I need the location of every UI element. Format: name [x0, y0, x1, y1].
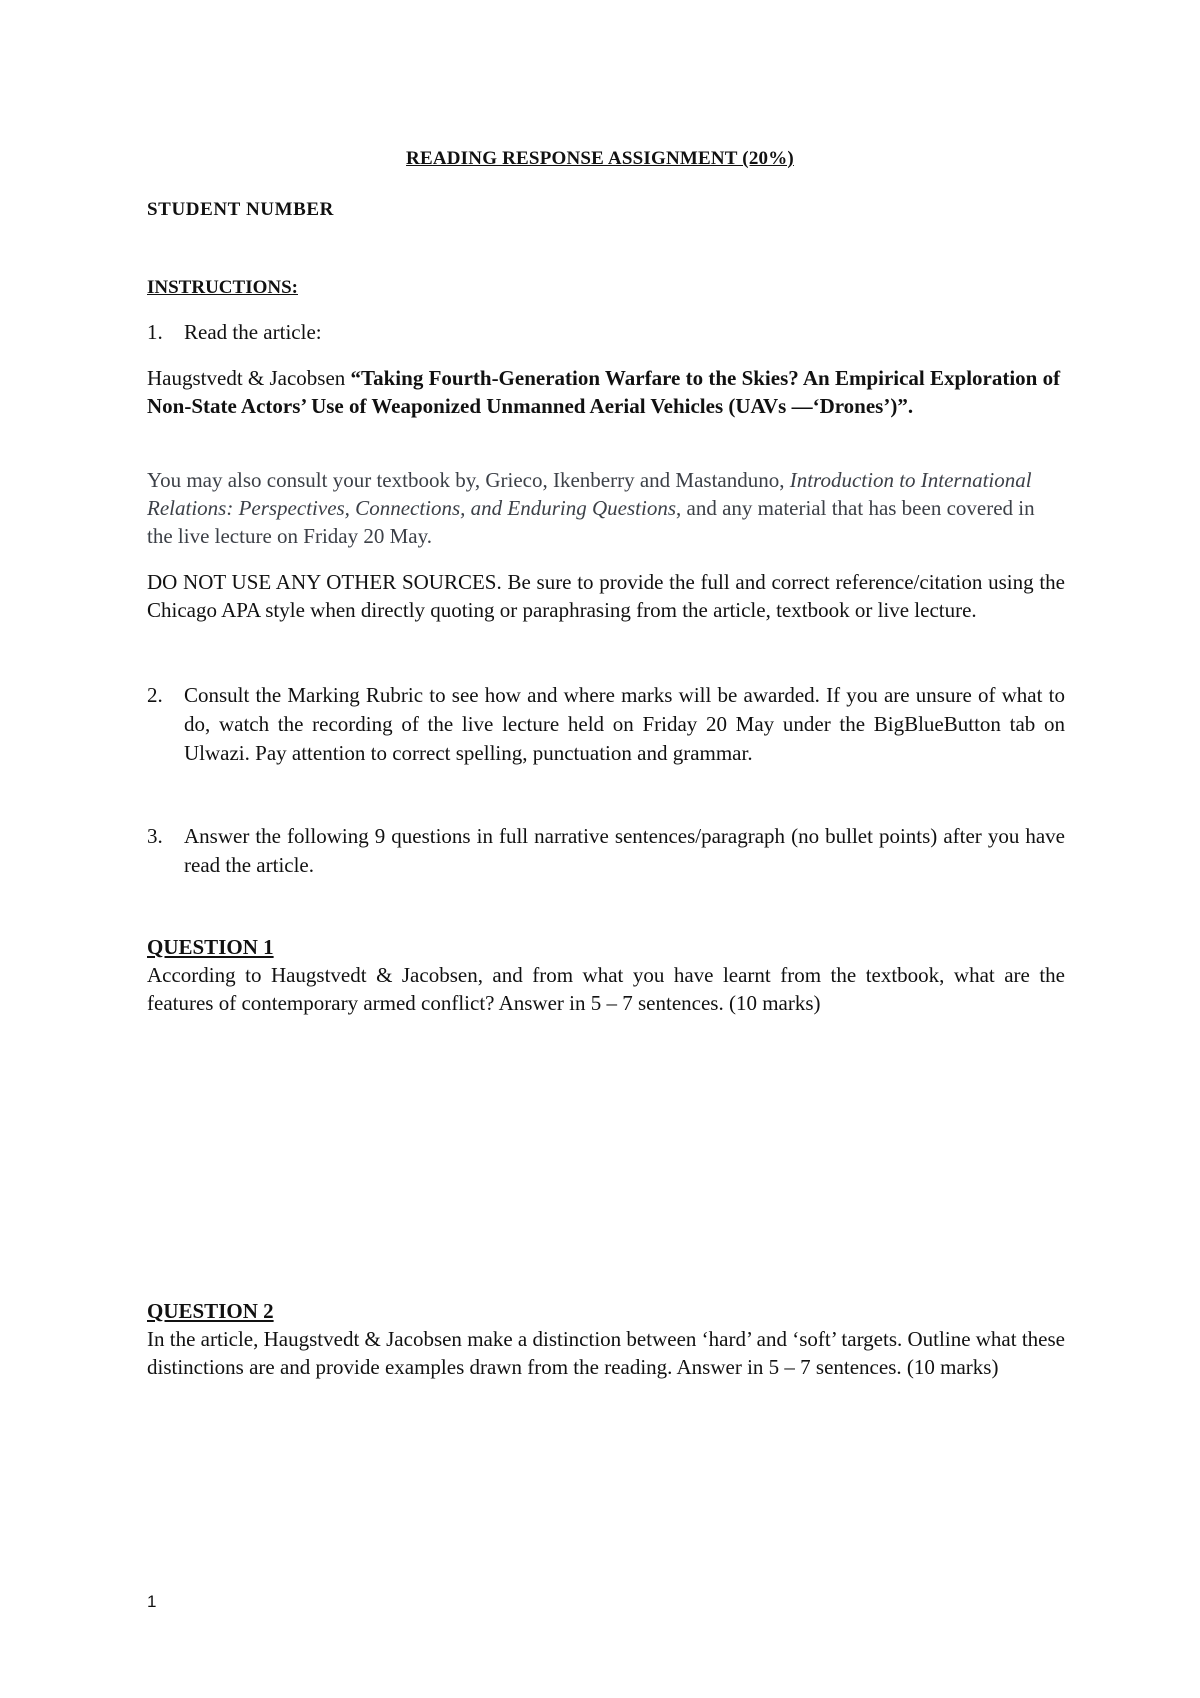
sources-warning-paragraph: DO NOT USE ANY OTHER SOURCES. Be sure to provide the full and correct reference/citation using the Chicago APA style when directly quoting or paraphrasing from the article, textbook or live lecture.	[147, 570, 1065, 622]
textbook-consult-paragraph	[147, 466, 1065, 550]
instruction-item-2	[147, 681, 1065, 768]
item-text: Consult the Marking Rubric to see how and where marks will be awarded. If you are unsure of what to do, watch the recording of the live lecture held on Friday 20 May under the BigBlueButton tab on Ulwazi. Pay attention to correct spelling, punctuation and grammar.	[184, 683, 1065, 765]
page-number: 1	[147, 1592, 157, 1611]
item-text: Read the article:	[184, 320, 322, 344]
consult-suffix: , and any material that has been covered in the live lecture on Friday 20 May.	[147, 496, 1035, 548]
question-1-heading: QUESTION 1	[147, 935, 274, 959]
document-title: READING RESPONSE ASSIGNMENT (20%)	[406, 148, 794, 169]
article-authors: Haugstvedt & Jacobsen	[147, 366, 351, 390]
instruction-item-3	[147, 822, 1065, 880]
article-reference	[147, 364, 1065, 420]
question-1-text: According to Haugstvedt & Jacobsen, and from what you have learnt from the textbook, what are the features of contemporary armed conflict? Answer in 5 – 7 sentences. (10 marks)	[147, 963, 1065, 1015]
consult-prefix: You may also consult your textbook by,	[147, 468, 486, 492]
item-number: 2.	[147, 683, 163, 707]
item-number: 3.	[147, 824, 163, 848]
instruction-item-1	[147, 318, 1065, 347]
question-2-heading: QUESTION 2	[147, 1299, 274, 1323]
article-title: “Taking Fourth-Generation Warfare to the Skies? An Empirical Exploration of Non-State Actors’ Use of Weaponized Unmanned Aerial Vehicles (UAVs —‘Drones’)”.	[147, 366, 1061, 418]
question-2-text: In the article, Haugstvedt & Jacobsen make a distinction between ‘hard’ and ‘soft’ targets. Outline what these distinctions are and provide examples drawn from the reading. Answer in 5 – 7 sentences. (10 marks)	[147, 1327, 1065, 1379]
textbook-title: Introduction to International Relations: Perspectives, Connections, and Enduring Questions	[147, 468, 1032, 520]
item-text: Answer the following 9 questions in full narrative sentences/paragraph (no bullet points) after you have read the article.	[184, 824, 1065, 877]
student-number-label: STUDENT NUMBER	[147, 199, 334, 220]
item-number: 1.	[147, 320, 163, 344]
textbook-authors: Grieco, Ikenberry and Mastanduno,	[485, 468, 790, 492]
instructions-heading: INSTRUCTIONS:	[147, 277, 298, 298]
